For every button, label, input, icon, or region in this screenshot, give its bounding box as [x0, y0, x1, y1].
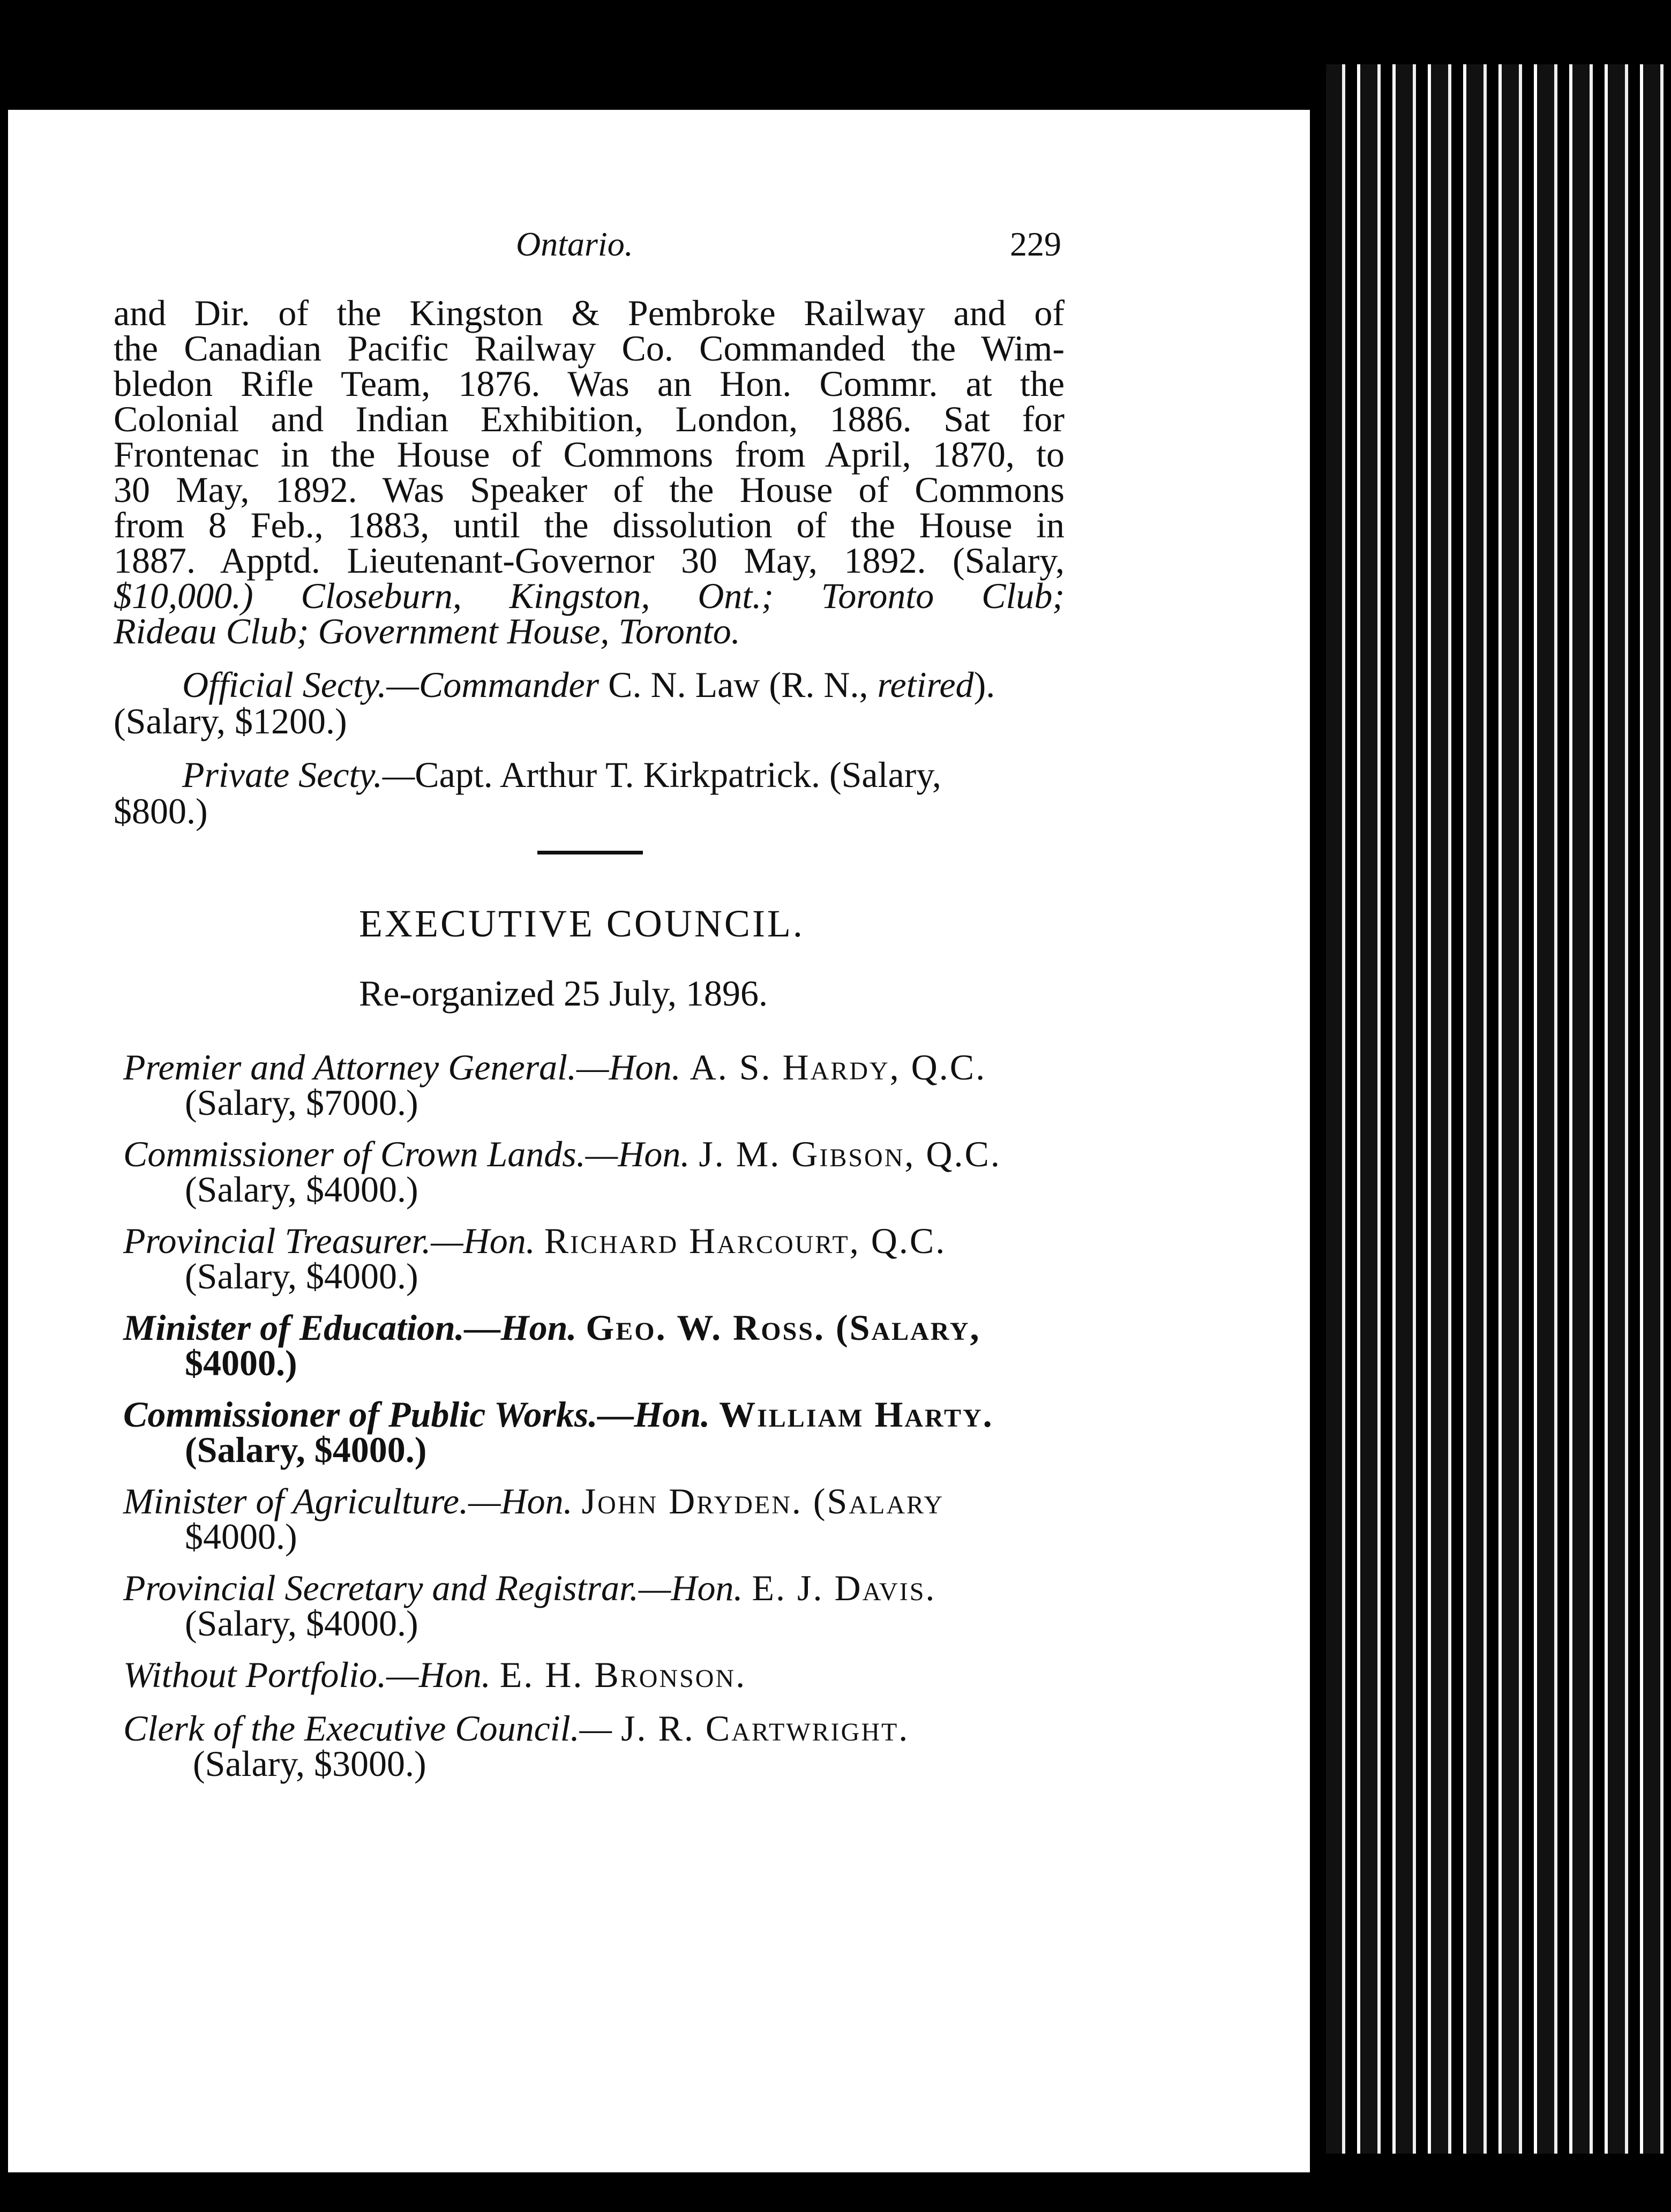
council-salary-3: (Salary, $4000.) [185, 1256, 418, 1296]
council-office-6: Minister of Agriculture.—Hon. [123, 1481, 573, 1521]
official-secty-note: retired [877, 664, 974, 705]
council-name-3: Richard Harcourt, Q.C. [544, 1220, 947, 1261]
council-entry-5 [123, 1396, 994, 1433]
council-salary-2: (Salary, $4000.) [185, 1169, 418, 1210]
section-heading: EXECUTIVE COUNCIL. [359, 902, 805, 945]
section-divider [537, 851, 643, 854]
council-office-9: Clerk of the Executive Council.— [123, 1708, 612, 1749]
council-name-5: William Harty. [719, 1394, 994, 1435]
council-office-8: Without Portfolio.—Hon. [123, 1654, 491, 1695]
council-salary-7: (Salary, $4000.) [185, 1603, 418, 1644]
bio-line-5: Frontenac in the House of Commons from April, 1870, to [114, 434, 1065, 475]
council-name-8: E. H. Bronson. [499, 1654, 747, 1695]
council-entry-4 [123, 1309, 980, 1346]
bio-line-8: 1887. Apptd. Lieutenant-Governor 30 May, 1892. (Salary, [114, 540, 1065, 581]
council-entry-6 [123, 1483, 944, 1519]
bio-line-3: bledon Rifle Team, 1876. Was an Hon. Commr. at the [114, 363, 1065, 404]
official-secty-salary: (Salary, $1200.) [114, 701, 347, 741]
council-office-4: Minister of Education.—Hon. [123, 1307, 577, 1348]
council-salary-5: (Salary, $4000.) [185, 1429, 427, 1470]
official-secty-name: C. N. Law (R. N., [608, 664, 878, 705]
bio-line-9: $10,000.) Closeburn, Kingston, Ont.; Toronto Club; [114, 575, 1065, 616]
bio-line-6: 30 May, 1892. Was Speaker of the House of Commons [114, 469, 1065, 510]
council-name-6: John Dryden. (Salary [581, 1481, 945, 1521]
official-secty-rank: Commander [418, 664, 600, 705]
private-secty-line [182, 756, 941, 793]
bio-line-10: Rideau Club; Government House, Toronto. [114, 611, 740, 651]
official-secty-line [182, 666, 995, 703]
section-subheading: Re-organized 25 July, 1896. [359, 973, 768, 1014]
private-secty-text: Capt. Arthur T. Kirkpatrick. (Salary, [415, 754, 941, 795]
council-entry-2 [123, 1136, 1001, 1172]
page-edges [1310, 64, 1671, 2154]
council-office-7: Provincial Secretary and Registrar.—Hon. [123, 1568, 743, 1608]
council-entry-9 [123, 1708, 910, 1749]
council-name-2: J. M. Gibson, Q.C. [699, 1134, 1001, 1174]
council-entry-3 [123, 1220, 947, 1261]
council-office-3: Provincial Treasurer.—Hon. [123, 1220, 535, 1261]
bio-line-2: the Canadian Pacific Railway Co. Commanded the Wim- [114, 328, 1065, 369]
council-salary-9: (Salary, $3000.) [193, 1743, 426, 1784]
bio-line-7: from 8 Feb., 1883, until the dissolution of the House in [114, 505, 1065, 545]
private-secty-salary: $800.) [114, 791, 208, 831]
council-name-1: A. S. Hardy, Q.C. [690, 1047, 987, 1088]
council-office-2: Commissioner of Crown Lands.—Hon. [123, 1134, 690, 1174]
gutter-shadow [1310, 64, 1326, 2154]
page-number: 229 [1010, 225, 1061, 263]
council-name-9: J. R. Cartwright. [621, 1708, 910, 1749]
official-secty-title: Official Secty.— [182, 664, 419, 705]
running-title: Ontario. [516, 225, 633, 263]
council-name-4: Geo. W. Ross. (Salary, [586, 1307, 981, 1348]
official-secty-end: ). [973, 664, 995, 705]
council-entry-1 [123, 1047, 987, 1088]
council-office-5: Commissioner of Public Works.—Hon. [123, 1394, 710, 1435]
council-salary-6: $4000.) [185, 1516, 297, 1557]
council-entry-8 [123, 1656, 746, 1693]
bio-line-4: Colonial and Indian Exhibition, London, 1886. Sat for [114, 399, 1065, 439]
council-salary-1: (Salary, $7000.) [185, 1082, 418, 1123]
council-name-7: E. J. Davis. [752, 1568, 936, 1608]
council-entry-7 [123, 1570, 936, 1606]
council-office-1: Premier and Attorney General.—Hon. [123, 1047, 681, 1088]
bio-line-1: and Dir. of the Kingston & Pembroke Railway and of [114, 293, 1065, 333]
private-secty-title: Private Secty.— [182, 754, 415, 795]
council-salary-4: $4000.) [185, 1343, 297, 1383]
